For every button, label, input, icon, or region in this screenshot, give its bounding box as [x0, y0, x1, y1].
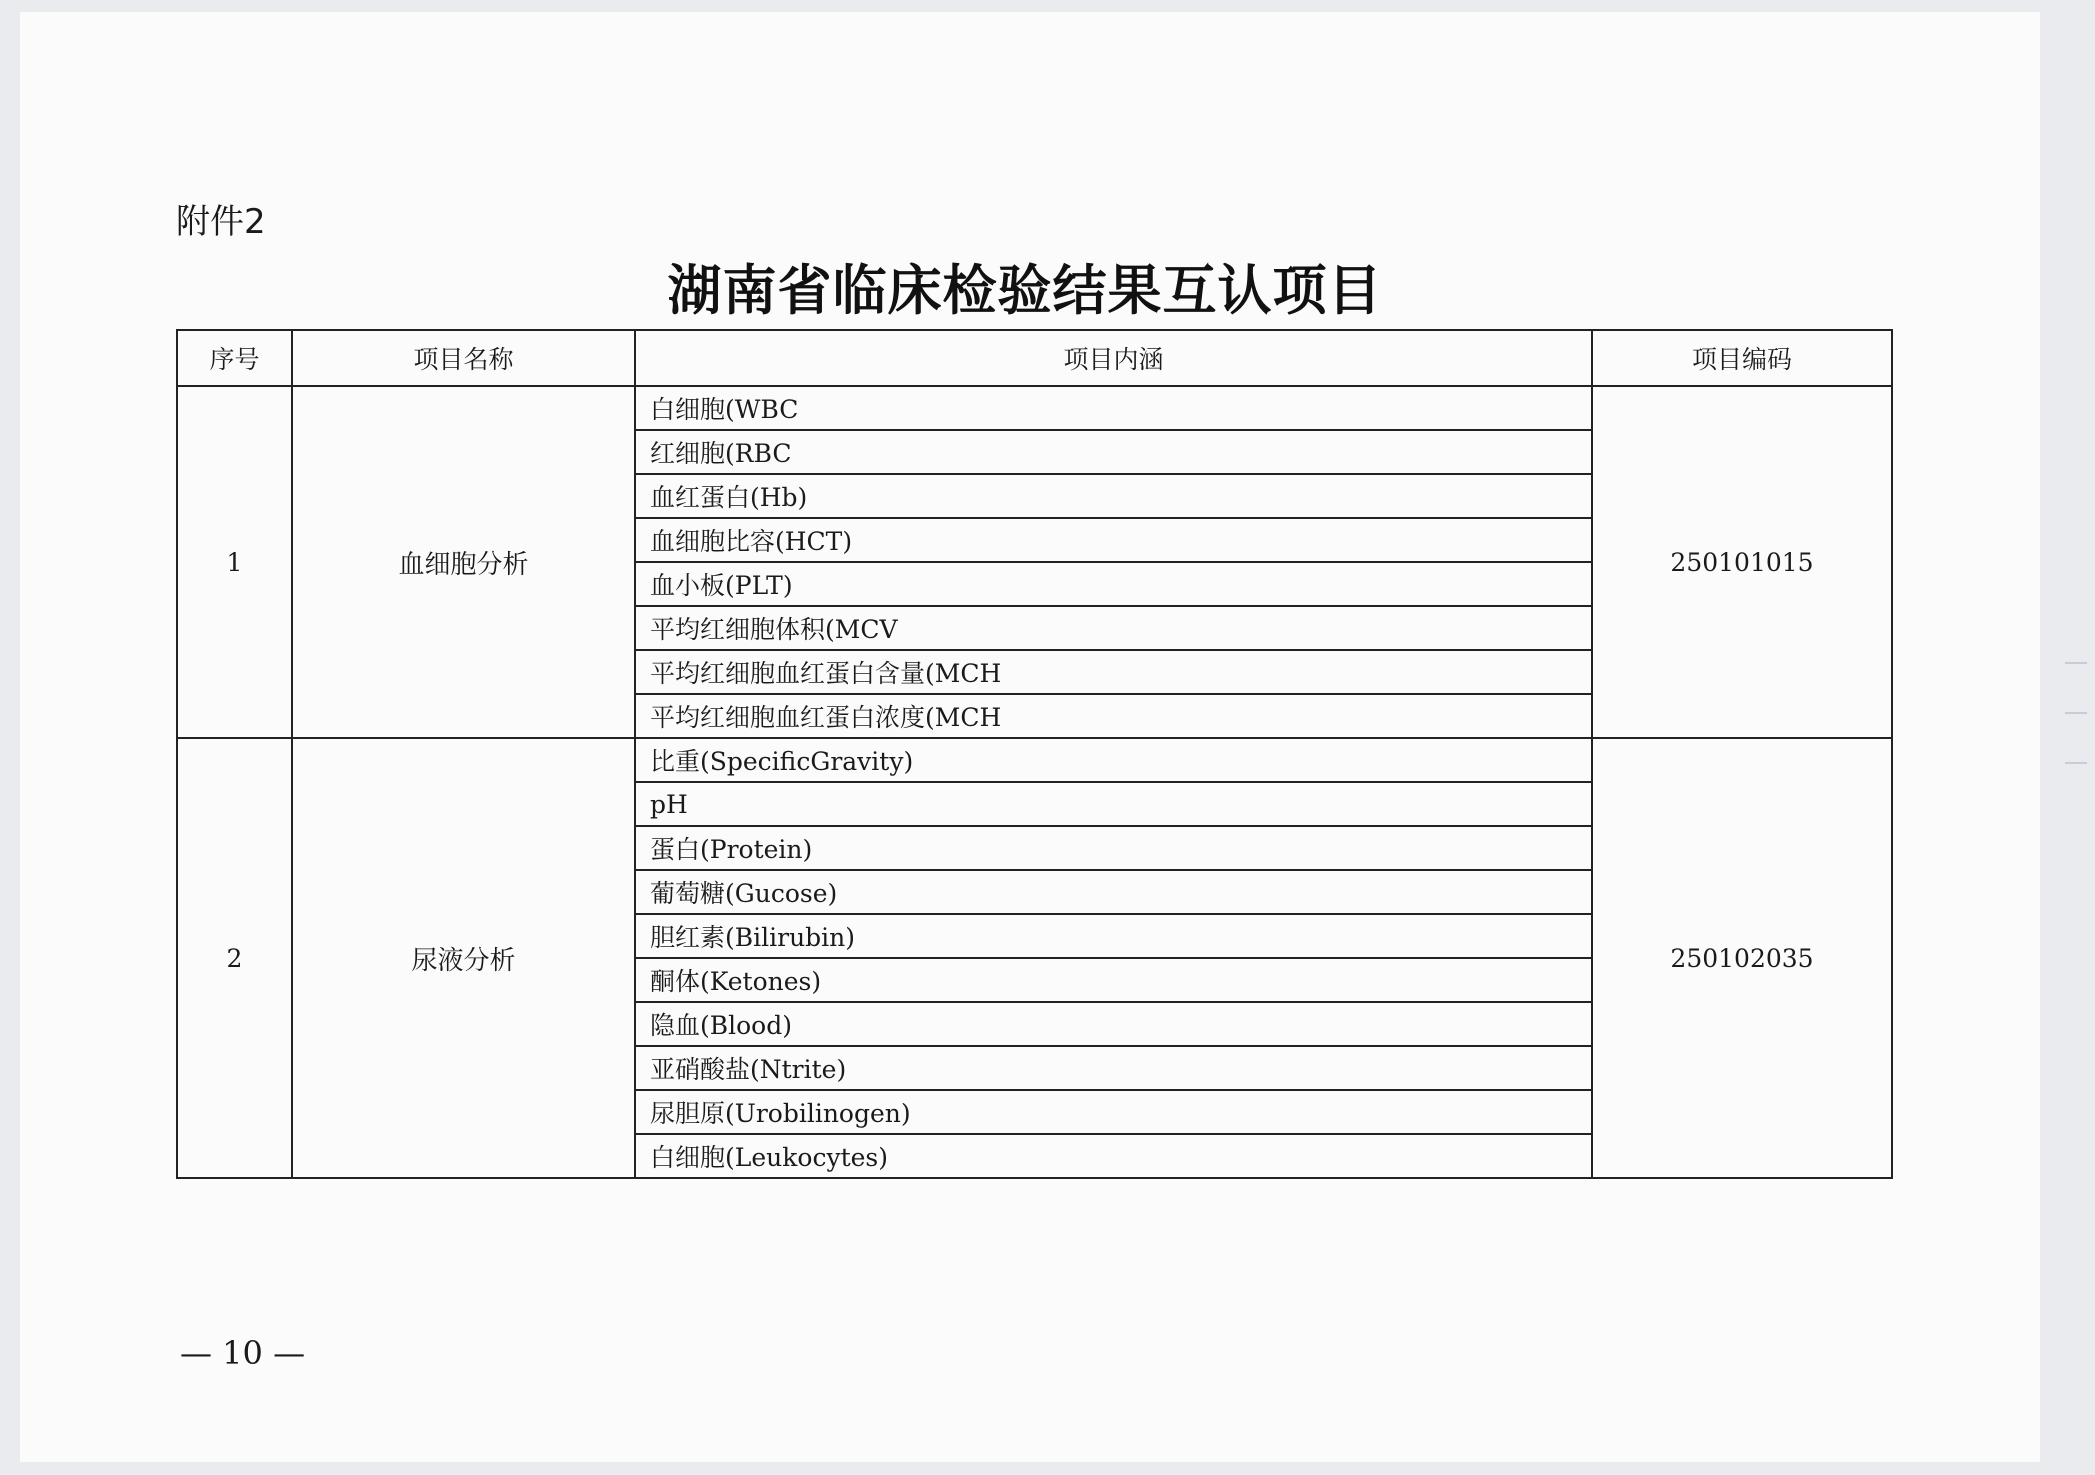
- cell-item-content: 蛋白(Protein): [635, 826, 1592, 870]
- attachment-label: 附件2: [176, 202, 266, 242]
- page-number: — 10 —: [180, 1334, 306, 1372]
- cell-item-content: 隐血(Blood): [635, 1002, 1592, 1046]
- header-name: 项目名称: [292, 330, 635, 386]
- cell-item-content: 红细胞(RBC: [635, 430, 1592, 474]
- cell-item-content: 比重(SpecificGravity): [635, 738, 1592, 782]
- scan-edge-marks: [2065, 662, 2085, 822]
- cell-seq: 1: [177, 386, 292, 738]
- cell-item-content: 白细胞(WBC: [635, 386, 1592, 430]
- cell-item-name: 血细胞分析: [292, 386, 635, 738]
- cell-item-content: 平均红细胞血红蛋白含量(MCH: [635, 650, 1592, 694]
- recognition-items-table: [176, 329, 1893, 1179]
- cell-item-name: 尿液分析: [292, 738, 635, 1178]
- document-title: 湖南省临床检验结果互认项目: [667, 259, 1383, 322]
- cell-item-code: 250102035: [1592, 738, 1892, 1178]
- cell-item-content: 平均红细胞血红蛋白浓度(MCH: [635, 694, 1592, 738]
- table-row: [177, 738, 1892, 782]
- cell-item-content: 平均红细胞体积(MCV: [635, 606, 1592, 650]
- table-body: [177, 386, 1892, 1178]
- cell-item-content: 血小板(PLT): [635, 562, 1592, 606]
- header-content: 项目内涵: [635, 330, 1592, 386]
- header-code: 项目编码: [1592, 330, 1892, 386]
- cell-item-content: 亚硝酸盐(Ntrite): [635, 1046, 1592, 1090]
- cell-item-content: 酮体(Ketones): [635, 958, 1592, 1002]
- cell-seq: 2: [177, 738, 292, 1178]
- cell-item-code: 250101015: [1592, 386, 1892, 738]
- cell-item-content: 胆红素(Bilirubin): [635, 914, 1592, 958]
- table-row: [177, 386, 1892, 430]
- cell-item-content: 血红蛋白(Hb): [635, 474, 1592, 518]
- table-header-row: [177, 330, 1892, 386]
- cell-item-content: 葡萄糖(Gucose): [635, 870, 1592, 914]
- header-seq: 序号: [177, 330, 292, 386]
- cell-item-content: 尿胆原(Urobilinogen): [635, 1090, 1592, 1134]
- cell-item-content: 血细胞比容(HCT): [635, 518, 1592, 562]
- cell-item-content: pH: [635, 782, 1592, 826]
- cell-item-content: 白细胞(Leukocytes): [635, 1134, 1592, 1178]
